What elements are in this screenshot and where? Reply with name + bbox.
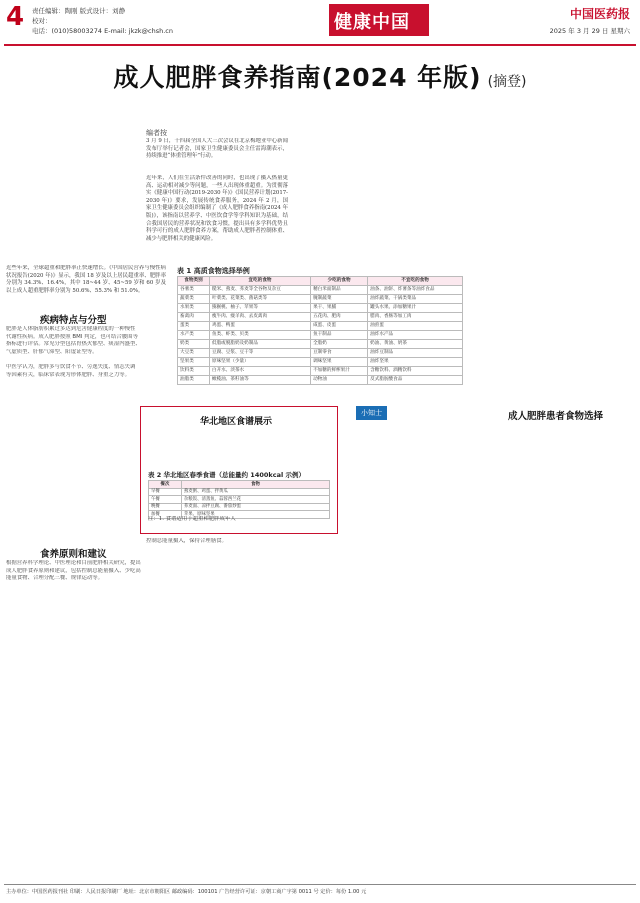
intro-paragraph-1: 3 月 9 日，十四届全国人大三次会议在北京梅地亚中心新闻发布厅举行记者会，国家卫生健康委员会主任雷海潮表示，持续推进“体重管理年”行动。 <box>146 138 288 160</box>
headline-suffix: (摘登) <box>487 74 527 90</box>
table-cell: 不加糖的鲜榨果汁 <box>311 367 368 376</box>
tip-tag: 小知士 <box>356 406 387 420</box>
table-cell: 含糖饮料、酒精饮料 <box>368 367 463 376</box>
table-row <box>178 313 463 322</box>
table-cell: 油煎蛋 <box>368 322 463 331</box>
headline <box>0 58 640 94</box>
table-row <box>178 286 463 295</box>
table-cell: 低脂或脱脂奶及奶制品 <box>209 340 310 349</box>
table-1-header: 宜吃的食物 <box>209 277 310 286</box>
header-divider <box>4 44 636 46</box>
table-cell: 反式脂肪酸食品 <box>368 376 463 385</box>
table-cell: 大豆类 <box>178 349 210 358</box>
table-cell: 叶菜类、花菜类、菌菇类等 <box>209 295 310 304</box>
table-row <box>178 376 463 385</box>
table-cell: 油炸水产品 <box>368 331 463 340</box>
table-cell: 五花肉、肥肉 <box>311 313 368 322</box>
page-header <box>0 0 640 46</box>
table-cell: 猕猴桃、柚子、苹果等 <box>209 304 310 313</box>
proof-line: 校对： <box>32 17 52 25</box>
page-number: 4 <box>6 2 25 32</box>
table-cell: 鱼干制品 <box>311 331 368 340</box>
editor-line: 责任编辑：陶刚 版式设计：刘静 <box>32 7 126 15</box>
table-row <box>178 331 463 340</box>
table-cell: 橄榄油、茶籽油等 <box>209 376 310 385</box>
table-cell: 畜禽肉 <box>178 313 210 322</box>
footer-text: 主办单位：中国医药报刊社 印刷：人民日报印刷厂 地址：北京市朝阳区 邮政编码：100101 广告经营许可证：京朝工商广字第 0011 号 定价：每份 1.00 元 <box>6 889 367 895</box>
table-cell: 加餐 <box>149 511 182 519</box>
left-column-body-2: 根据营养科学理论、中医理论和目前肥胖相关研究，提出 成人肥胖食养原则和建议，包括控制总能量摄入、少吃高 能量食物、合理分配三餐、规律运动等。 <box>6 560 141 582</box>
table-cell: 鱼类、虾类、贝类 <box>209 331 310 340</box>
table-row <box>149 503 330 511</box>
table-cell: 晚餐 <box>149 503 182 511</box>
table-cell: 杂粮饭、清蒸鱼、蒜蓉西兰花 <box>181 496 329 504</box>
table-cell: 谷薯类 <box>178 286 210 295</box>
table-cell: 水果类 <box>178 304 210 313</box>
table-cell: 油脂类 <box>178 376 210 385</box>
footer-divider <box>4 884 636 885</box>
recipe-table <box>148 480 330 519</box>
table-row <box>178 322 463 331</box>
table-cell: 动物油 <box>311 376 368 385</box>
table-cell: 油炸蔬菜、干锅类菜品 <box>368 295 463 304</box>
issue-date: 2025 年 3 月 29 日 星期六 <box>549 27 630 35</box>
table-cell: 水产类 <box>178 331 210 340</box>
table-row <box>178 358 463 367</box>
intro-paragraph-2: 近年来，人们在生活条件改善的同时，也出现了摄入热量更高、运动相对减少等问题，一些人出现体重超重。为贯彻落实《健康中国行动(2019-2030 年)》《国民营养计划(2017-2030 年)》要求，发展传统食养服务，2024 年 2 月，国家卫生健康委员会组织编制了《成人肥胖食养指南(2024 年版)》，该指南以营养学、中医饮食学等学科知识为基础，结合我国居民的营养状况和饮食习惯，提出具有多学科优势且科学可行的成人肥胖食养方案，帮助成人肥胖者控制体重、减少与肥胖相关的健康风险。 <box>146 175 288 242</box>
table-cell: 蛋类 <box>178 322 210 331</box>
table-row <box>178 340 463 349</box>
table-cell: 瘦牛肉、瘦羊肉、去皮禽肉 <box>209 313 310 322</box>
table-cell: 全脂奶 <box>311 340 368 349</box>
right-column-body-1 <box>478 264 634 400</box>
table-cell: 饮料类 <box>178 367 210 376</box>
table-cell: 腌制蔬菜 <box>311 295 368 304</box>
table-cell: 调味坚果 <box>311 358 368 367</box>
intro-paragraph-3 <box>300 138 476 254</box>
table-cell: 罐头水果、添加糖果汁 <box>368 304 463 313</box>
table-row <box>149 488 330 496</box>
table-cell: 糙米、燕麦、荞麦等全谷物及杂豆 <box>209 286 310 295</box>
table-cell: 白开水、淡茶水 <box>209 367 310 376</box>
table-2-header: 食物 <box>181 481 329 489</box>
table-cell: 午餐 <box>149 496 182 504</box>
table-cell: 油炸豆制品 <box>368 349 463 358</box>
middle-right-column-body <box>312 538 467 878</box>
paper-logo: 中国医药报 <box>569 7 630 21</box>
table-row <box>178 367 463 376</box>
recipe-note: 注：1. 食谱适用于超重和肥胖成年人 <box>148 516 236 522</box>
table-cell: 原味坚果（少量） <box>209 358 310 367</box>
recipe-box-title: 华北地区食谱展示 <box>200 417 273 427</box>
right-column-body-2 <box>478 422 634 878</box>
recipe-box-text <box>148 428 328 466</box>
table-1-header: 不宜吃的食物 <box>368 277 463 286</box>
section-heading-3: 成人肥胖患者食物选择 <box>508 411 604 422</box>
section-title: 健康中国 <box>334 12 410 33</box>
table-cell: 鸡蛋、鸭蛋 <box>209 322 310 331</box>
table-row <box>149 496 330 504</box>
left-column-intro: 近些年来，全球超重和肥胖率正快速增长。《中国居民营养与慢性病状况报告(2020 年)》显示，我国 18 岁及以上居民超重率、肥胖率分别为 34.3%、16.4%，其中 18~44 岁、45~59 岁和 60 岁及以上成人超重肥胖率分别为 50.6%、55.3% 和 51.0%。 <box>6 265 166 294</box>
section-heading-1: 疾病特点与分型 <box>40 315 107 326</box>
table-cell: 豆制零食 <box>311 349 368 358</box>
table-cell: 早餐 <box>149 488 182 496</box>
table-cell: 燕麦粥、鸡蛋、拌黄瓜 <box>181 488 329 496</box>
table-cell: 精白米面制品 <box>311 286 368 295</box>
table-2-title: 表 2 华北地区春季食谱（总能量约 1400kcal 示例） <box>148 471 305 479</box>
byline: 编者按 <box>146 129 167 137</box>
section-heading-2: 食养原则和建议 <box>40 549 107 560</box>
table-cell: 腊肉、香肠等加工肉 <box>368 313 463 322</box>
table-cell: 果干、果脯 <box>311 304 368 313</box>
table-cell: 奶油、黄油、奶茶 <box>368 340 463 349</box>
table-cell: 咸蛋、皮蛋 <box>311 322 368 331</box>
middle-column-body: 控制总能量摄入，保持合理膳食。 <box>146 538 227 544</box>
table-2-header: 餐次 <box>149 481 182 489</box>
table-cell: 蔬菜类 <box>178 295 210 304</box>
table-cell: 奶类 <box>178 340 210 349</box>
food-choice-table <box>177 276 463 385</box>
table-1-title: 表 1 高质食物选择举例 <box>177 267 250 275</box>
table-1-header: 少吃的食物 <box>311 277 368 286</box>
phone-line: 电话：(010)58003274 E-mail: jkzk@chsh.cn <box>32 27 173 35</box>
editor-info <box>32 6 173 36</box>
left-column-body-1: 肥胖是人体脂肪积累过多达到危害健康程度的一种慢性 代谢性疾病。成人肥胖按照 BMI 判定，也可结合腰围等 指标进行评估。常见分型包括胃热火郁型、痰湿内盛型、 气虚质型、肝郁气滞型、阳虚证型等。 中医学认为，肥胖多与饮食不节、劳逸失度、情志失调 等因素有关，临床常表现为形体肥胖、身重乏力等。 <box>6 326 141 378</box>
table-row <box>178 304 463 313</box>
table-cell: 坚果类 <box>178 358 210 367</box>
table-cell: 油炸坚果 <box>368 358 463 367</box>
table-cell: 油条、油饼、炸薯条等油炸食品 <box>368 286 463 295</box>
table-row <box>178 349 463 358</box>
table-cell: 苹果、原味坚果 <box>181 511 329 519</box>
headline-title: 成人肥胖食养指南(2024 年版) <box>113 63 482 92</box>
table-cell: 豆腐、豆浆、豆干等 <box>209 349 310 358</box>
table-1-header: 食物类别 <box>178 277 210 286</box>
table-row <box>178 295 463 304</box>
table-cell: 荞麦面、凉拌豆腐、番茄炒蛋 <box>181 503 329 511</box>
